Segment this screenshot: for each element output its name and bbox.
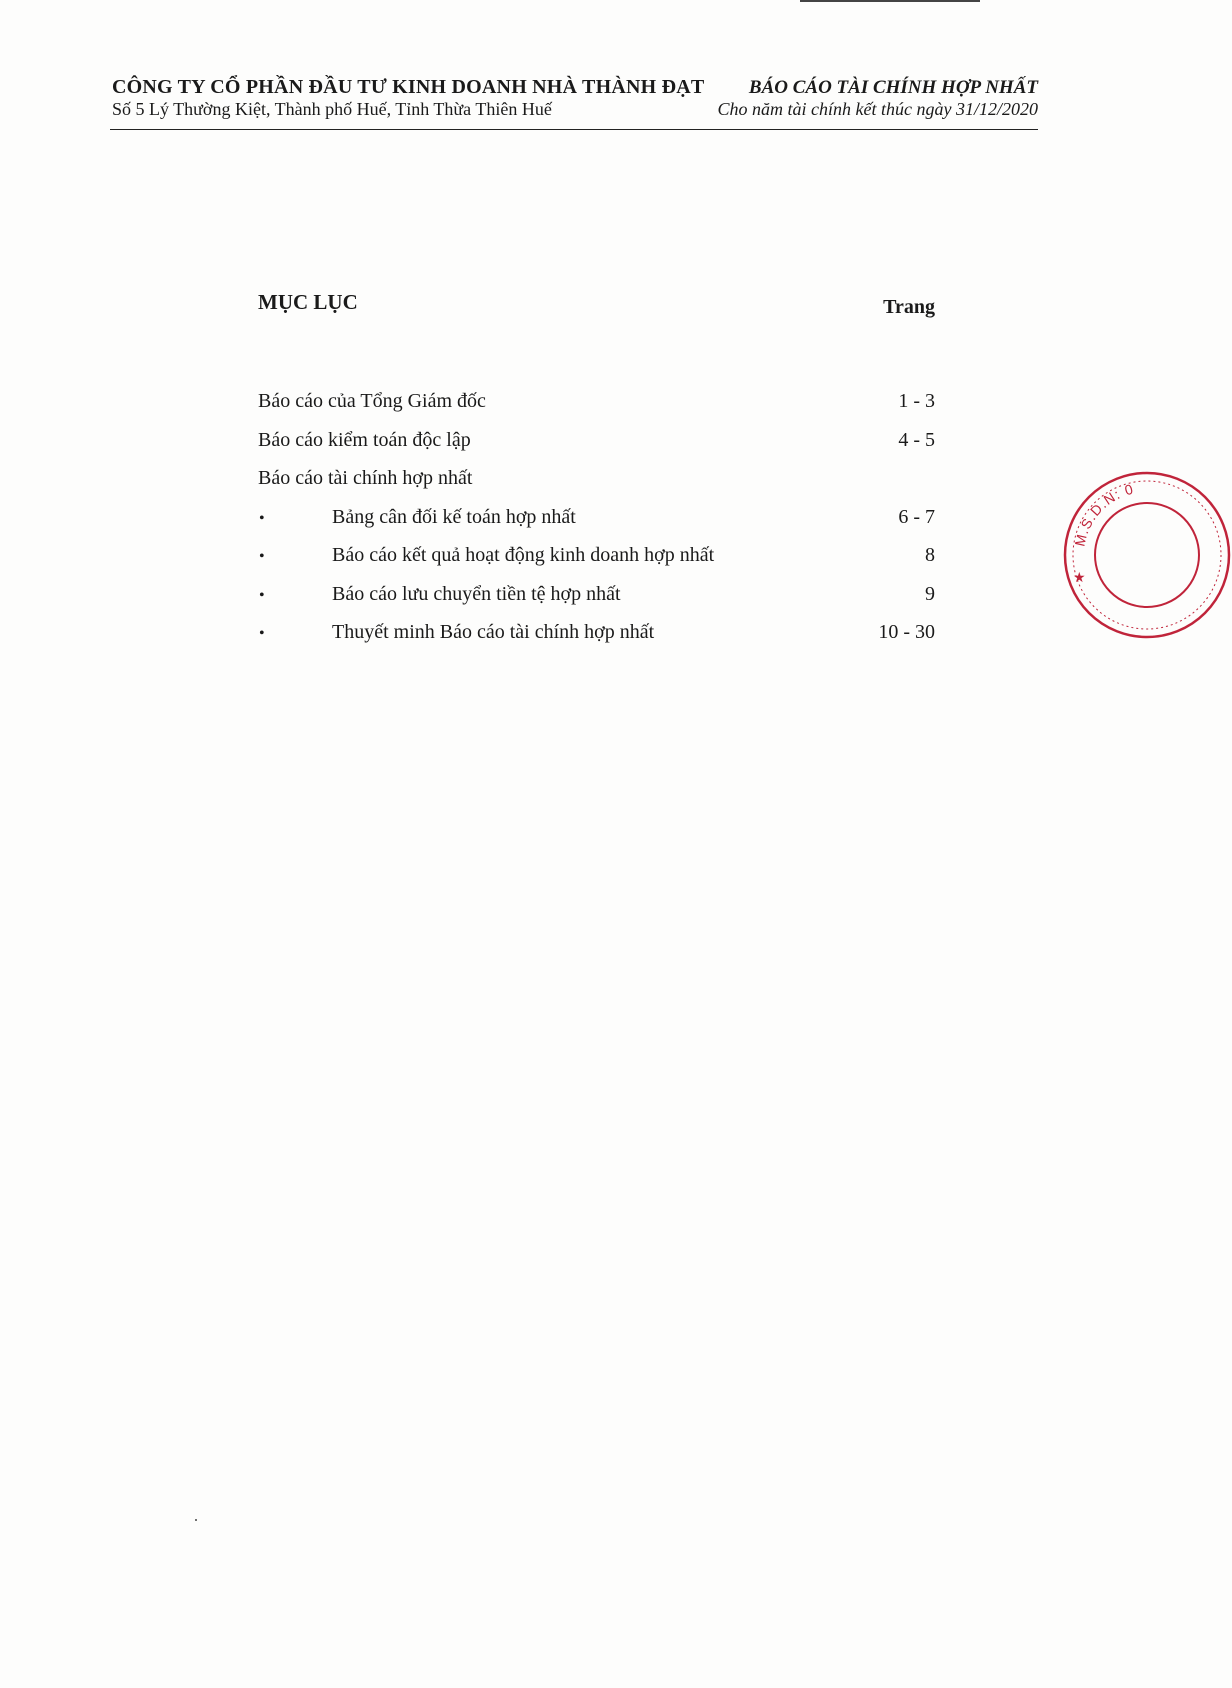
toc-entry-label: Báo cáo tài chính hợp nhất <box>258 467 473 489</box>
toc-entry-label: Báo cáo kiểm toán độc lập <box>258 428 471 451</box>
toc-entry-list <box>258 390 935 660</box>
toc-entry <box>258 544 935 583</box>
svg-text:★: ★ <box>1073 570 1086 586</box>
toc-entry-label: Bảng cân đối kế toán hợp nhất <box>332 505 576 528</box>
toc-entry-page-range: 10 - 30 <box>878 621 935 643</box>
bullet-icon: • <box>259 509 265 527</box>
svg-text:M.S.D.N: 0 <box>1072 481 1136 548</box>
toc-entry <box>258 506 935 545</box>
bullet-icon: • <box>259 548 265 565</box>
toc-heading-row <box>258 290 935 318</box>
toc-entry-label: Báo cáo của Tổng Giám đốc <box>258 390 486 412</box>
bullet-icon: • <box>259 625 265 642</box>
toc-entry-page-range: 4 - 5 <box>898 428 935 451</box>
stamp-text: M.S.D.N: 0 <box>1071 480 1136 548</box>
header-divider <box>110 129 1038 130</box>
table-of-contents <box>258 290 935 660</box>
toc-entry <box>258 467 935 506</box>
company-seal-stamp <box>1062 470 1232 640</box>
toc-entry-label: Báo cáo kết quả hoạt động kinh doanh hợp nhất <box>332 544 715 566</box>
company-name: CÔNG TY CỔ PHẦN ĐẦU TƯ KINH DOANH NHÀ THÀNH ĐẠT <box>112 76 705 98</box>
toc-entry-page-range: 8 <box>925 544 935 566</box>
toc-entry-label: Báo cáo lưu chuyển tiền tệ hợp nhất <box>332 582 621 605</box>
toc-entry <box>258 390 935 429</box>
toc-entry-page-range: 9 <box>925 582 935 605</box>
header-row-bottom <box>112 99 1038 120</box>
toc-entry-page-range: 6 - 7 <box>898 505 935 528</box>
toc-page-column-heading: Trang <box>883 296 935 318</box>
report-title: BÁO CÁO TÀI CHÍNH HỢP NHẤT <box>748 77 1038 98</box>
toc-entry-page-range: 1 - 3 <box>898 390 935 412</box>
toc-entry-label: Thuyết minh Báo cáo tài chính hợp nhất <box>332 621 655 643</box>
toc-title: MỤC LỤC <box>258 290 358 314</box>
toc-entry <box>258 621 935 660</box>
header-row-top <box>112 76 1038 99</box>
toc-entry <box>258 429 935 468</box>
bullet-icon: • <box>259 586 265 604</box>
scan-edge-line <box>800 0 980 2</box>
document-header <box>112 76 1038 120</box>
scan-speck <box>195 1519 197 1521</box>
company-address: Số 5 Lý Thường Kiệt, Thành phố Huế, Tỉnh Thừa Thiên Huế <box>112 99 552 119</box>
reporting-period: Cho năm tài chính kết thúc ngày 31/12/2020 <box>717 99 1038 119</box>
toc-entry <box>258 583 935 622</box>
